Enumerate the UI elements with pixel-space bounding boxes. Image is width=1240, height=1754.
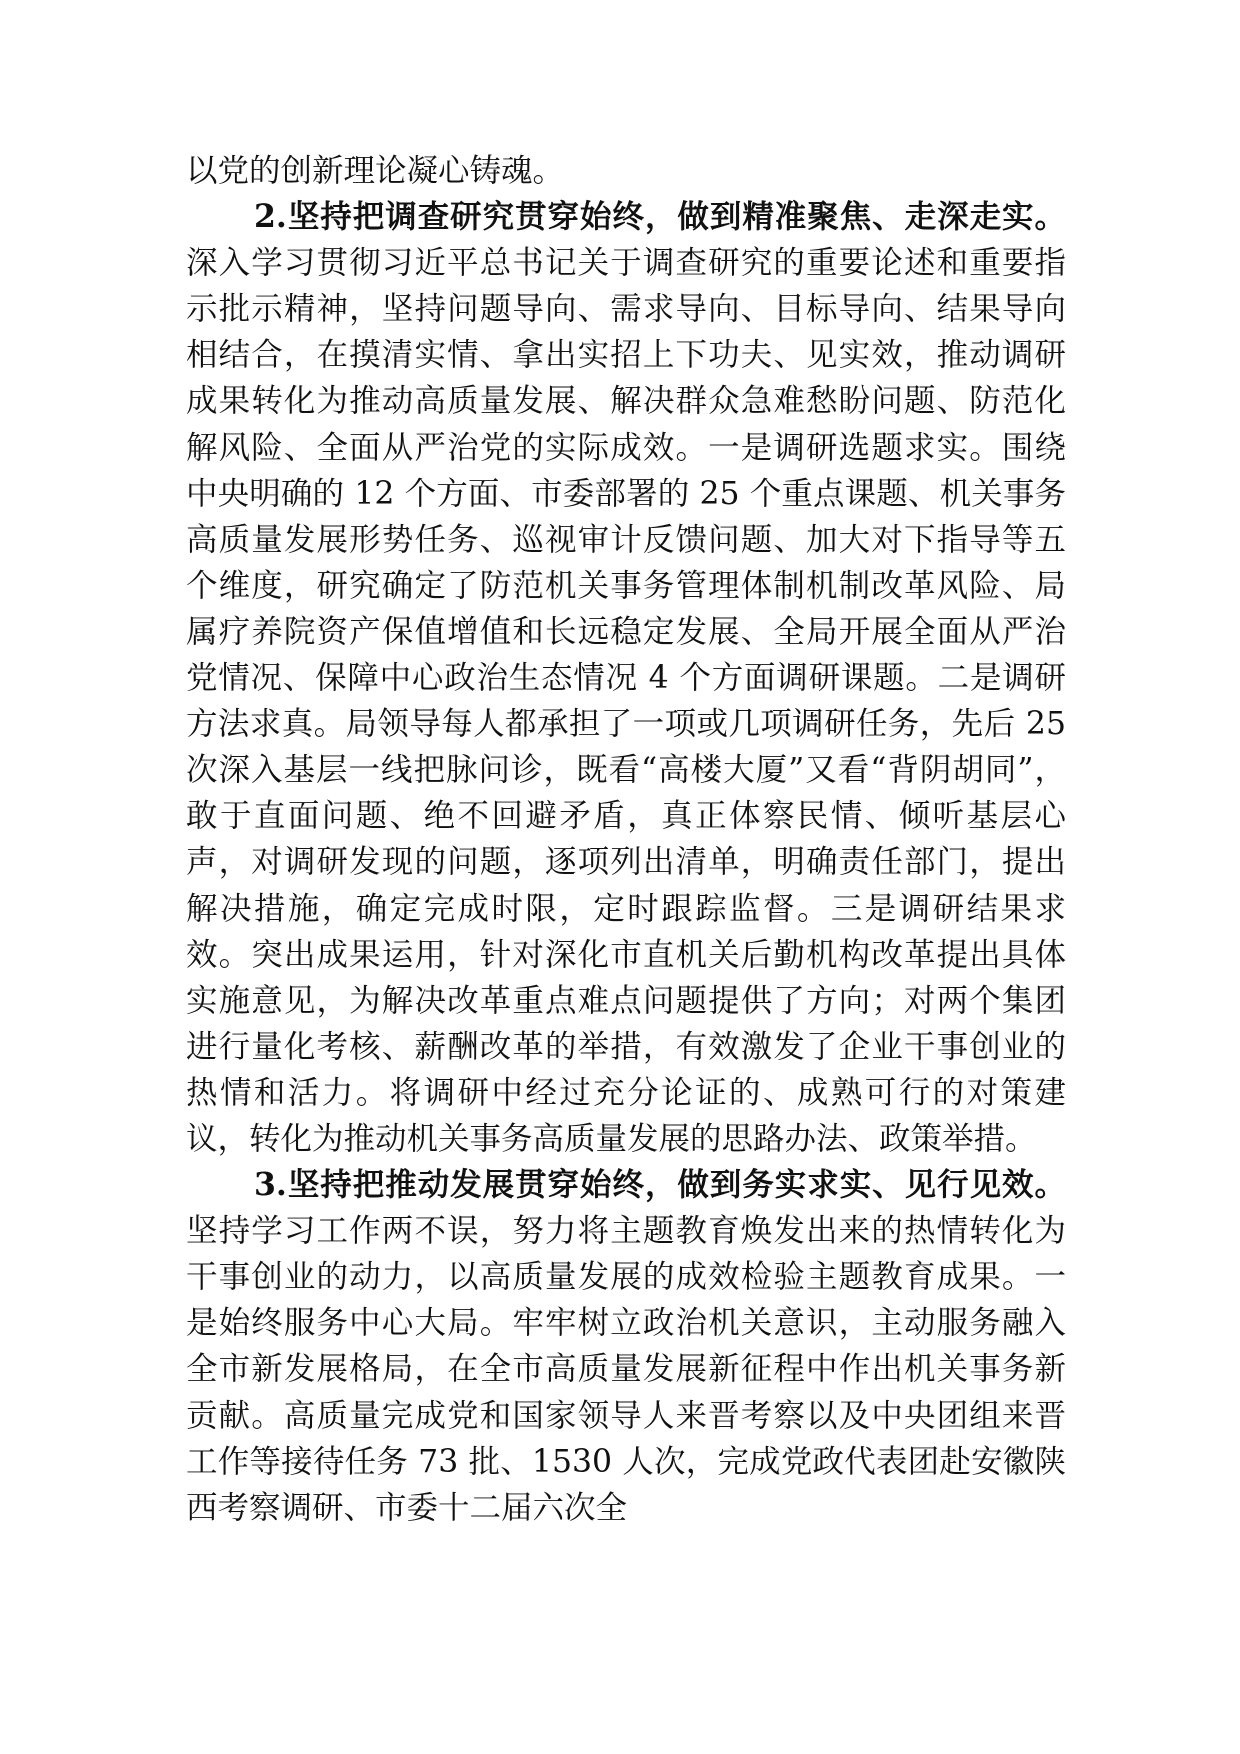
paragraph-text: 坚持学习工作两不误，努力将主题教育焕发出来的热情转化为干事创业的动力，以高质量发展的成效检验主题教育成果。一是始终服务中心大局。牢牢树立政治机关意识，主动服务融入全市新发展格局，在全市高质量发展新征程中作出机关事务新贡献。高质量完成党和国家领导人来晋考察以及中央团组来晋工作等接待任务 73 批、1530 人次，完成党政代表团赴安徽陕西考察调研、市委十二届六次全: [186, 1213, 1066, 1526]
section-heading-3: 3.坚持把推动发展贯穿始终，做到务实求实、见行见效。: [254, 1166, 1066, 1204]
document-body: [186, 148, 1066, 1531]
paragraph-development: [186, 1162, 1066, 1531]
section-heading-2: 2.坚持把调查研究贯穿始终，做到精准聚焦、走深走实。: [254, 198, 1066, 236]
paragraph-research: [186, 194, 1066, 1162]
paragraph-text: 以党的创新理论凝心铸魂。: [186, 153, 565, 189]
paragraph-continuation: [186, 148, 1066, 194]
paragraph-text: 深入学习贯彻习近平总书记关于调查研究的重要论述和重要指示批示精神，坚持问题导向、需求导向、目标导向、结果导向相结合，在摸清实情、拿出实招上下功夫、见实效，推动调研成果转化为推动高质量发展、解决群众急难愁盼问题、防范化解风险、全面从严治党的实际成效。一是调研选题求实。围绕中央明确的 12 个方面、市委部署的 25 个重点课题、机关事务高质量发展形势任务、巡视审计反馈问题、加大对下指导等五个维度，研究确定了防范机关事务管理体制机制改革风险、局属疗养院资产保值增值和长远稳定发展、全局开展全面从严治党情况、保障中心政治生态情况 4 个方面调研课题。二是调研方法求真。局领导每人都承担了一项或几项调研任务，先后 25 次深入基层一线把脉问诊，既看“高楼大厦”又看“背阴胡同”，敢于直面问题、绝不回避矛盾，真正体察民情、倾听基层心声，对调研发现的问题，逐项列出清单，明确责任部门，提出解决措施，确定完成时限，定时跟踪监督。三是调研结果求效。突出成果运用，针对深化市直机关后勤机构改革提出具体实施意见，为解决改革重点难点问题提供了方向；对两个集团进行量化考核、薪酬改革的举措，有效激发了企业干事创业的热情和活力。将调研中经过充分论证的、成熟可行的对策建议，转化为推动机关事务高质量发展的思路办法、政策举措。: [186, 245, 1066, 1157]
